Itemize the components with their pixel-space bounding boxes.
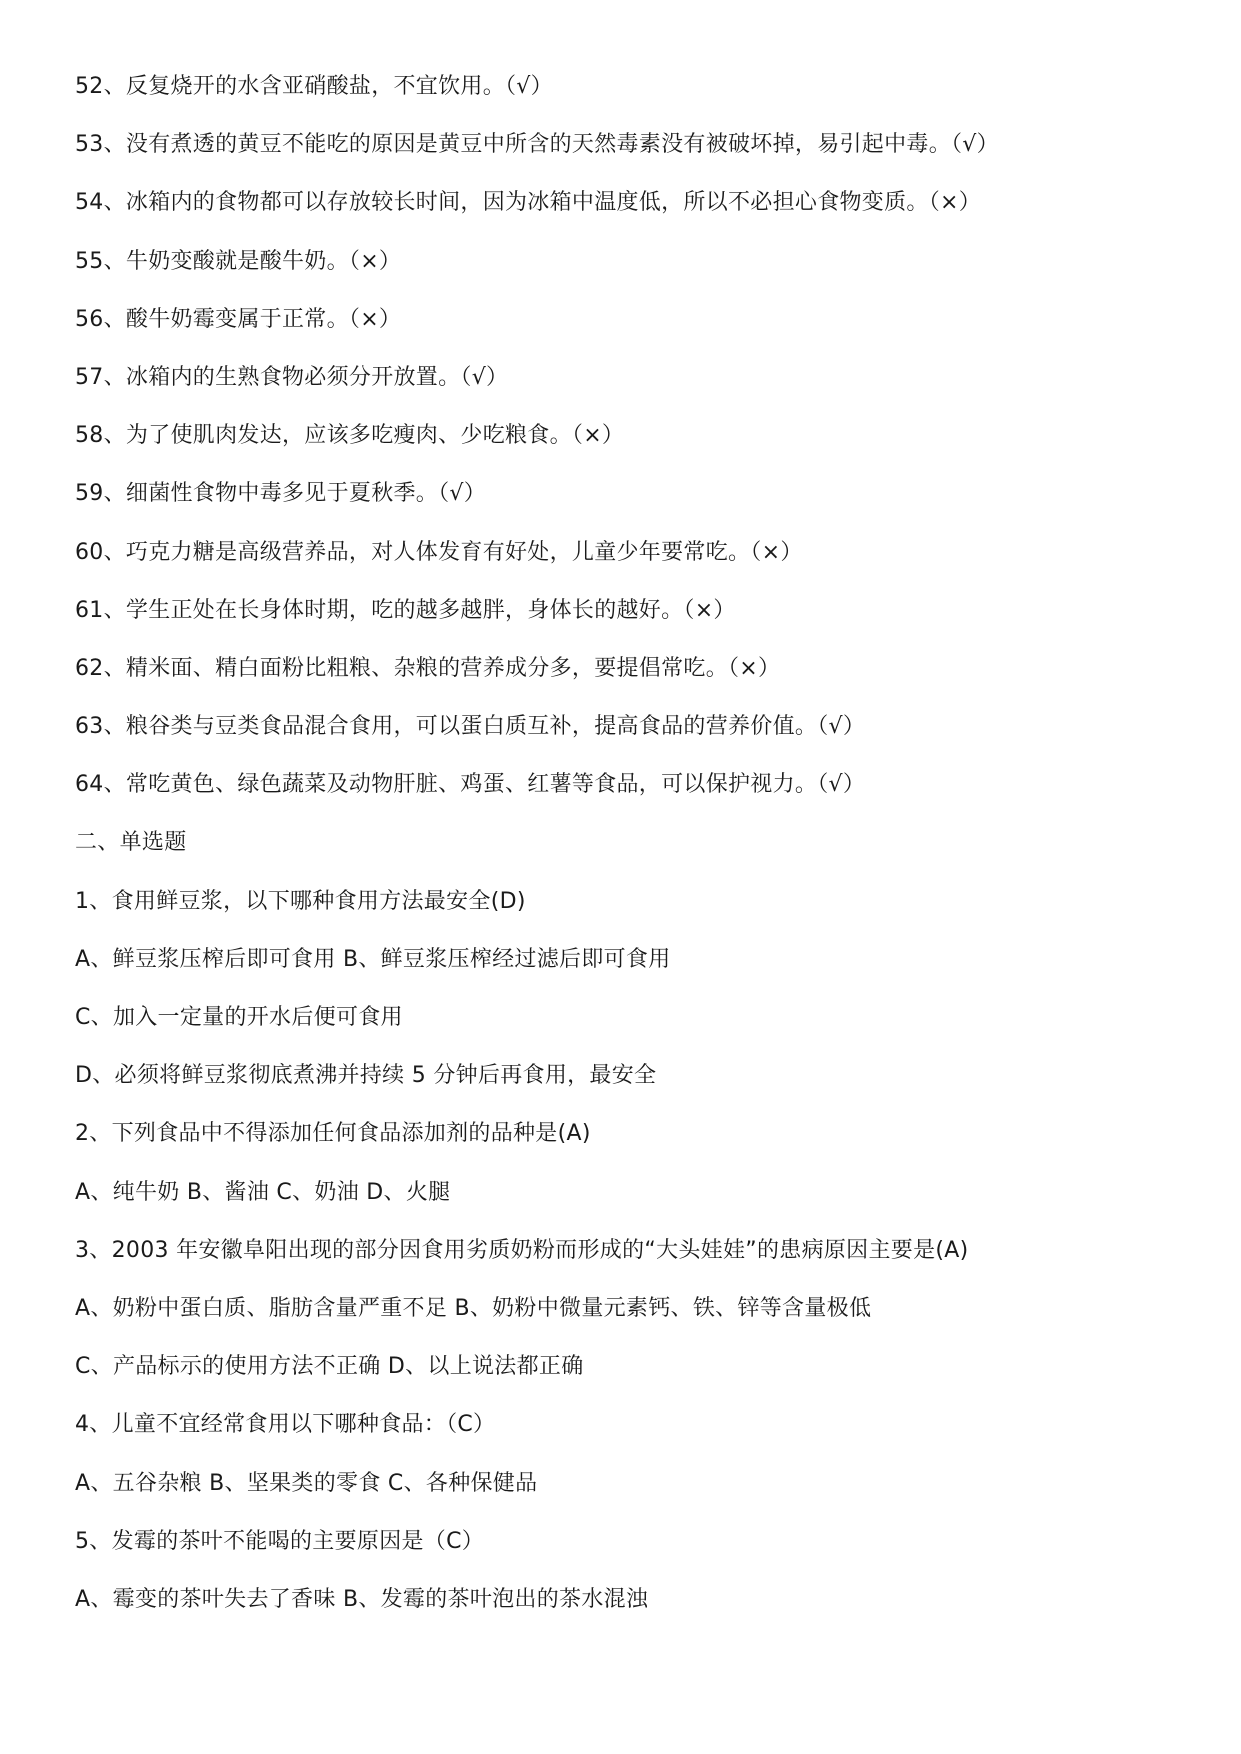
question-line: 4、儿童不宜经常食用以下哪种食品：（C） [75,1412,496,1438]
text-line: 59、细菌性食物中毒多见于夏秋季。（√） [75,481,487,507]
question-line: 3、2003 年安徽阜阳出现的部分因食用劣质奶粉而形成的“大头娃娃”的患病原因主要是(A) [75,1237,969,1263]
text-line: 63、粮谷类与豆类食品混合食用，可以蛋白质互补，提高食品的营养价值。（√） [75,714,866,740]
section-heading: 二、单选题 [75,830,187,856]
option-line: A、霉变的茶叶失去了香味 B、发霉的茶叶泡出的茶水混浊 [75,1586,649,1612]
text-body [75,72,1185,1643]
text-line: 54、冰箱内的食物都可以存放较长时间，因为冰箱中温度低，所以不必担心食物变质。（×） [75,190,982,216]
option-line: A、纯牛奶 B、酱油 C、奶油 D、火腿 [75,1179,451,1205]
question-line: 1、食用鲜豆浆，以下哪种食用方法最安全(D) [75,888,526,914]
option-line: A、鲜豆浆压榨后即可食用 B、鲜豆浆压榨经过滤后即可食用 [75,946,671,972]
text-line: 52、反复烧开的水含亚硝酸盐，不宜饮用。（√） [75,74,553,99]
question-line: 2、下列食品中不得添加任何食品添加剂的品种是(A) [75,1121,591,1147]
question-line: 5、发霉的茶叶不能喝的主要原因是（C） [75,1528,485,1554]
text-line: 61、学生正处在长身体时期，吃的越多越胖，身体长的越好。（×） [75,597,736,623]
text-line: 58、为了使肌肉发达，应该多吃瘦肉、少吃粮食。（×） [75,423,625,449]
option-line: C、加入一定量的开水后便可食用 [75,1005,403,1030]
text-line: 56、酸牛奶霉变属于正常。（×） [75,306,402,332]
text-line: 62、精米面、精白面粉比粗粮、杂粮的营养成分多，要提倡常吃。（×） [75,655,781,681]
text-line: 64、常吃黄色、绿色蔬菜及动物肝脏、鸡蛋、红薯等食品，可以保护视力。（√） [75,772,866,798]
text-line: 55、牛奶变酸就是酸牛奶。（×） [75,248,402,274]
text-line: 53、没有煮透的黄豆不能吃的原因是黄豆中所含的天然毒素没有被破坏掉，易引起中毒。（√） [75,132,999,158]
option-line: C、产品标示的使用方法不正确 D、以上说法都正确 [75,1354,584,1380]
option-line: A、五谷杂粮 B、坚果类的零食 C、各种保健品 [75,1470,538,1496]
option-line: D、必须将鲜豆浆彻底煮沸并持续 5 分钟后再食用，最安全 [75,1063,657,1089]
text-line: 57、冰箱内的生熟食物必须分开放置。（√） [75,364,509,390]
text-line: 60、巧克力糖是高级营养品，对人体发育有好处，儿童少年要常吃。（×） [75,539,803,565]
option-line: A、奶粉中蛋白质、脂肪含量严重不足 B、奶粉中微量元素钙、铁、锌等含量极低 [75,1295,872,1321]
